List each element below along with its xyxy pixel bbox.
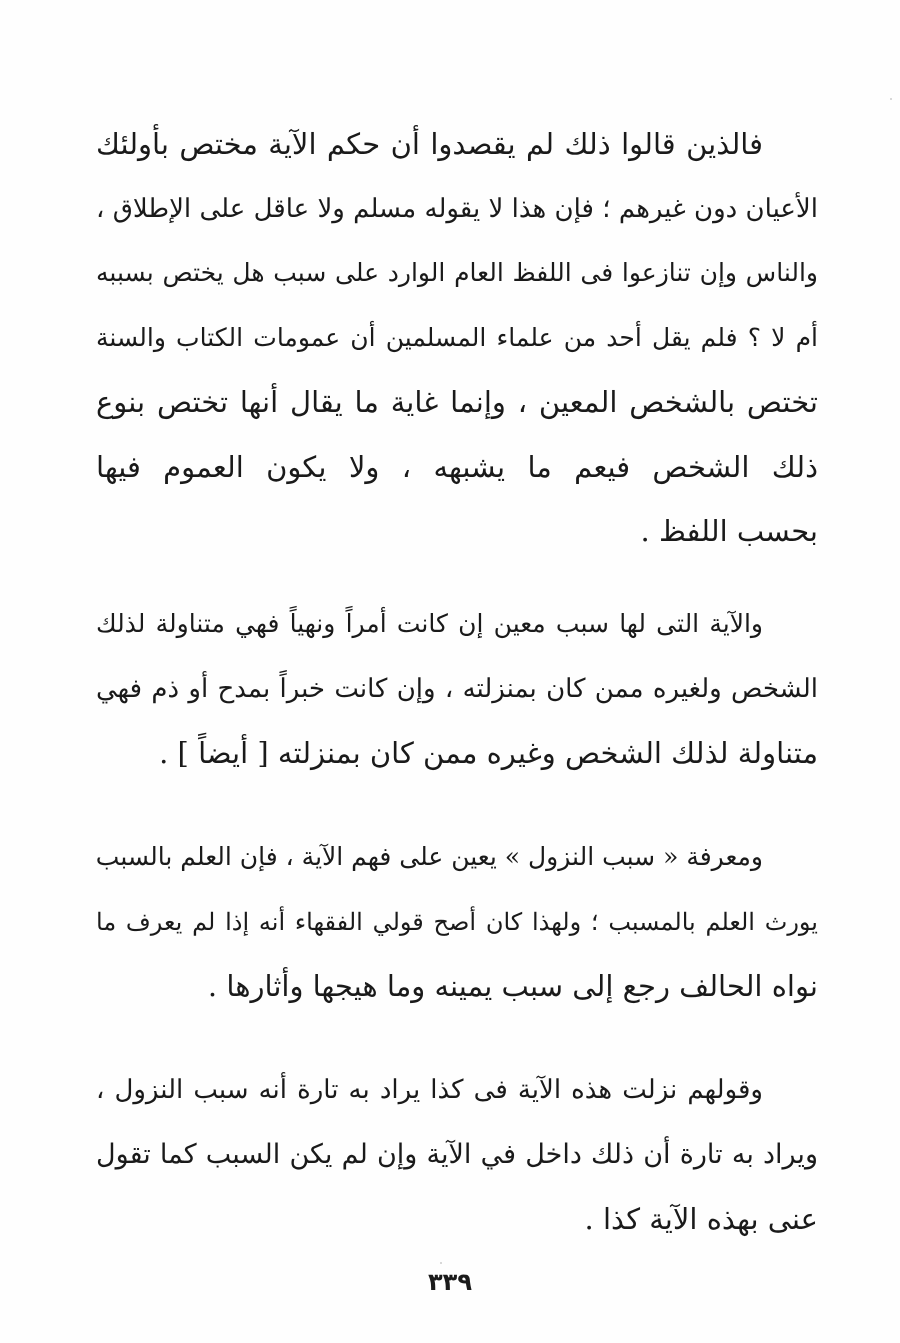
paragraph-2 [96,592,818,786]
text-line: ذلك الشخص فيعم ما يشبهه ، ولا يكون العموم فيها [96,449,818,484]
paragraph-3 [96,825,818,1019]
text-line: عنى بهذه الآية كذا . [584,1202,818,1236]
text-line: نواه الحالف رجع إلى سبب يمينه وما هيجها وأثارها . [207,969,818,1003]
paragraph-1 [96,112,818,564]
text-line: ومعرفة « سبب النزول » يعين على فهم الآية ، فإن العلم بالسبب [96,842,763,871]
text-line: تختص بالشخص المعين ، وإنما غاية ما يقال أنها تختص بنوع [96,385,818,419]
text-line: والناس وإن تنازعوا فى اللفظ العام الوارد على سبب هل يختص بسببه [96,258,818,287]
text-line: الشخص ولغيره ممن كان بمنزلته ، وإن كانت خبراً بمدح أو ذم فهي [96,673,818,704]
scan-speck [890,98,892,100]
page-number: ٣٣٩ [428,1268,472,1296]
text-line: فالذين قالوا ذلك لم يقصدوا أن حكم الآية مختص بأولئك [96,127,763,161]
scan-speck [440,1262,442,1264]
text-line: بحسب اللفظ . [640,514,818,548]
text-line: يورث العلم بالمسبب ؛ ولهذا كان أصح قولي الفقهاء أنه إذا لم يعرف ما [96,907,818,936]
paragraph-4 [96,1058,818,1252]
text-line: متناولة لذلك الشخص وغيره ممن كان بمنزلته [ أيضاً ] . [159,736,818,770]
text-line: والآية التى لها سبب معين إن كانت أمراً ونهياً فهي متناولة لذلك [96,609,763,638]
text-line: أم لا ؟ فلم يقل أحد من علماء المسلمين أن عمومات الكتاب والسنة [96,322,818,352]
text-line: الأعيان دون غيرهم ؛ فإن هذا لا يقوله مسلم ولا عاقل على الإطلاق ، [96,193,818,224]
text-line: وقولهم نزلت هذه الآية فى كذا يراد به تارة أنه سبب النزول ، [96,1075,763,1105]
text-line: ويراد به تارة أن ذلك داخل في الآية وإن لم يكن السبب كما تقول [96,1138,818,1170]
